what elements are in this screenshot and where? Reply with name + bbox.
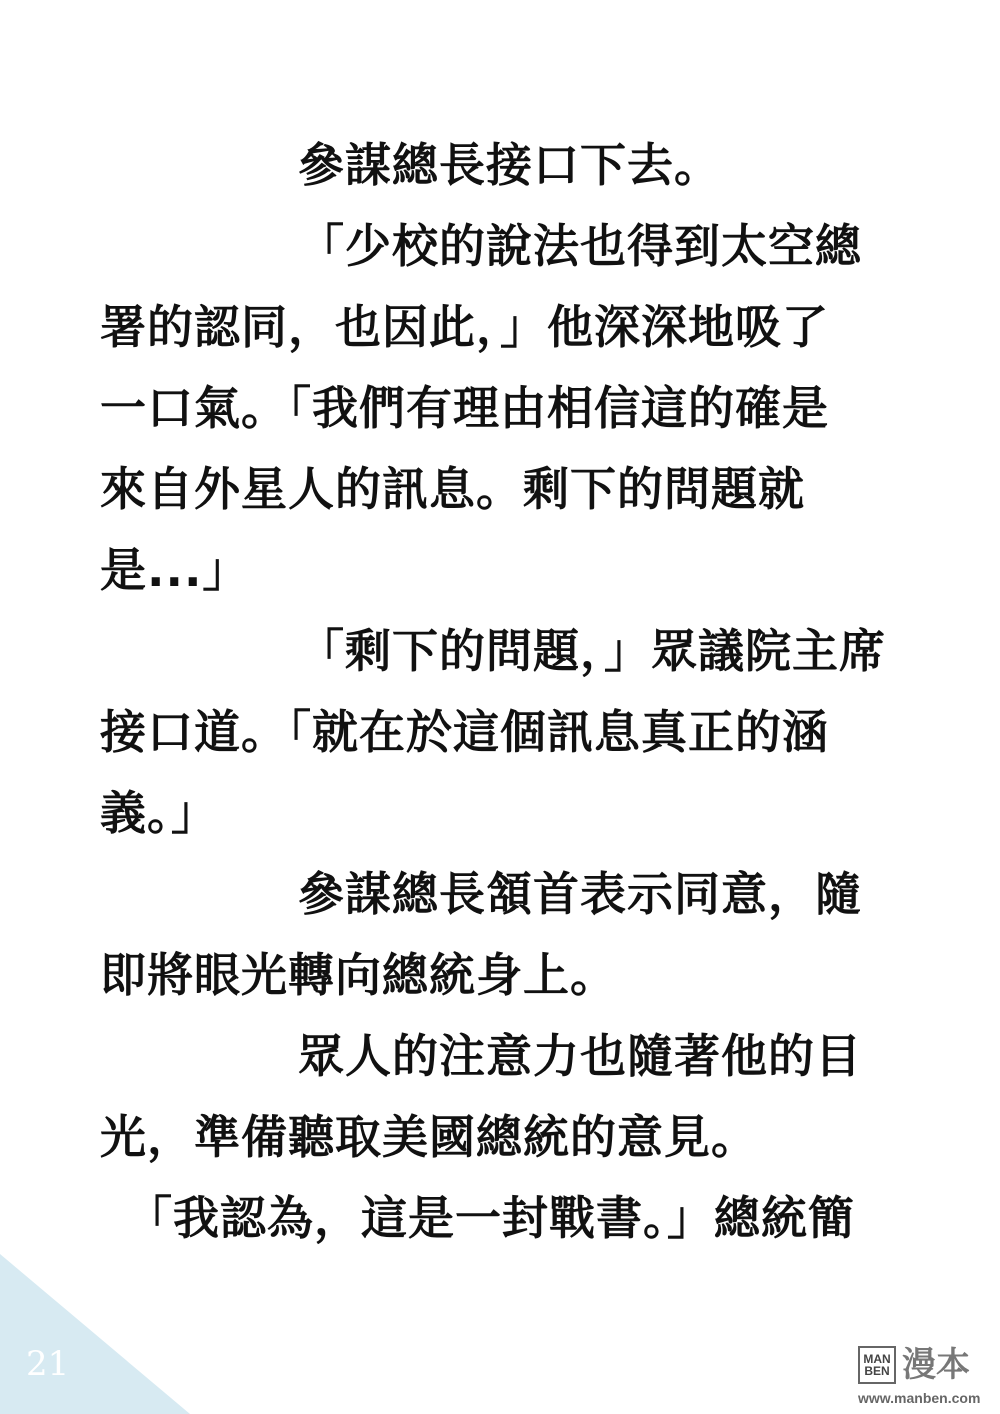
page-number: 21 (26, 1344, 70, 1384)
text-line-8: 接口道。「就在於這個訊息真正的涵 (100, 705, 829, 759)
watermark-logo-box (858, 1346, 896, 1384)
text-line-1: 參謀總長接口下去。 (298, 138, 721, 192)
corner-decoration (0, 1254, 190, 1414)
watermark-url: www.manben.com (858, 1390, 981, 1406)
watermark-box-top: MAN (863, 1352, 891, 1366)
text-line-2: 「少校的說法也得到太空總 (298, 219, 862, 273)
text-line-5: 來自外星人的訊息。剩下的問題就 (100, 462, 805, 516)
text-line-4: 一口氣。「我們有理由相信這的確是 (100, 381, 829, 435)
text-line-13: 光，準備聽取美國總統的意見。 (100, 1110, 758, 1164)
text-line-14: 「我認為，這是一封戰書。」總統簡 (126, 1191, 855, 1245)
text-line-7: 「剩下的問題，」眾議院主席 (298, 624, 886, 678)
watermark-box-bottom: BEN (864, 1364, 890, 1378)
text-line-12: 眾人的注意力也隨著他的目 (298, 1029, 862, 1083)
text-line-3: 署的認同，也因此，」他深深地吸了 (100, 300, 829, 354)
text-line-11: 即將眼光轉向總統身上。 (100, 948, 617, 1002)
text-line-6: 是...」 (100, 543, 250, 597)
manben-watermark (858, 1346, 986, 1408)
text-line-9: 義。」 (100, 786, 218, 840)
watermark-chinese-text: 漫本 (902, 1345, 970, 1385)
text-line-10: 參謀總長頷首表示同意，隨 (298, 867, 862, 921)
